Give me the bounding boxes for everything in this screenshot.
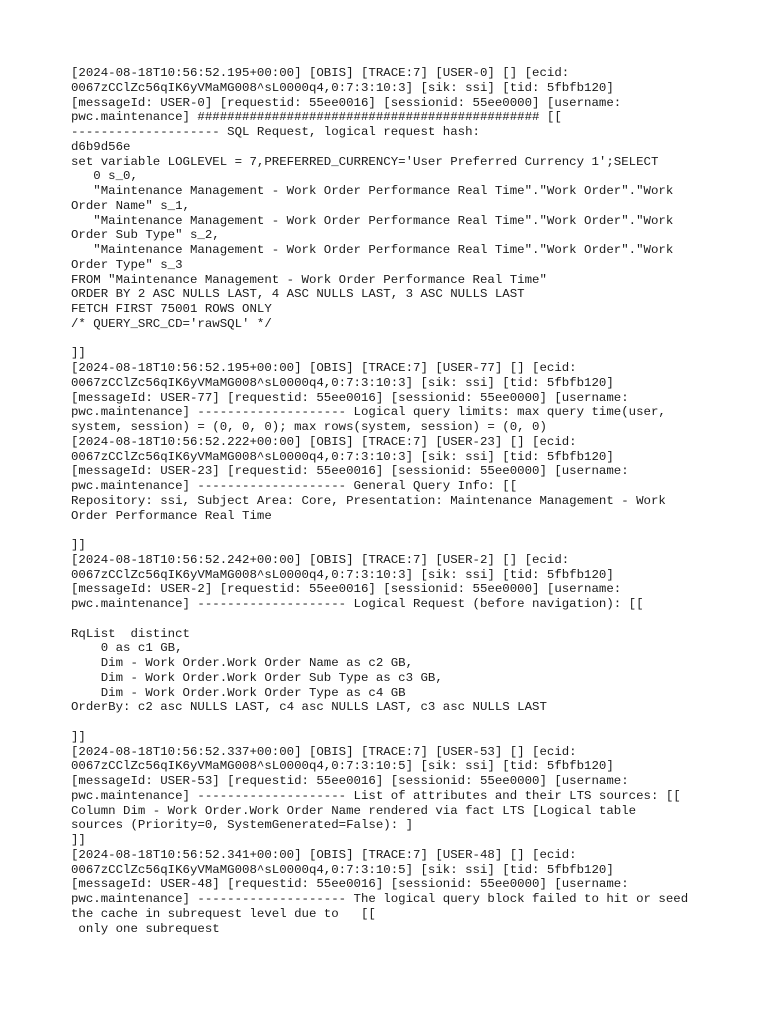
- log-line: Dim - Work Order.Work Order Name as c2 GB,: [71, 656, 414, 670]
- log-line: [71, 715, 761, 730]
- log-line: pwc.maintenance] -------------------- General Query Info: [[: [71, 479, 518, 493]
- log-line: [messageId: USER-48] [requestid: 55ee0016] [sessionid: 55ee0000] [username:: [71, 877, 629, 892]
- log-line: 0067zCClZc56qIK6yVMaMG008^sL0000q4,0:7:3:10:5] [sik: ssi] [tid: 5fbfb120]: [71, 759, 614, 774]
- log-line: -------------------- SQL Request, logical request hash:: [71, 125, 480, 139]
- log-line: [2024-08-18T10:56:52.195+00:00] [OBIS] [TRACE:7] [USER-77] [] [ecid:: [71, 361, 577, 375]
- log-line: d6b9d56e: [71, 139, 131, 154]
- log-line: [2024-08-18T10:56:52.195+00:00] [OBIS] [TRACE:7] [USER-0] [] [ecid:: [71, 66, 570, 80]
- log-line: [71, 523, 761, 538]
- log-line: RqList distinct: [71, 626, 190, 641]
- log-line: 0 as c1 GB,: [71, 641, 183, 656]
- log-line: "Maintenance Management - Work Order Performance Real Time"."Work Order"."Work: [71, 243, 674, 257]
- log-line: pwc.maintenance] -------------------- Logical query limits: max query time(user,: [71, 405, 666, 420]
- log-line: FROM "Maintenance Management - Work Order Performance Real Time": [71, 272, 547, 287]
- log-line: system, session) = (0, 0, 0); max rows(system, session) = (0, 0): [71, 420, 547, 434]
- log-line: [messageId: USER-23] [requestid: 55ee0016] [sessionid: 55ee0000] [username:: [71, 464, 629, 479]
- log-line: [messageId: USER-2] [requestid: 55ee0016] [sessionid: 55ee0000] [username:: [71, 582, 622, 597]
- log-line: [2024-08-18T10:56:52.222+00:00] [OBIS] [TRACE:7] [USER-23] [] [ecid:: [71, 434, 577, 449]
- log-line: pwc.maintenance] -------------------- The logical query block failed to hit or seed: [71, 892, 689, 906]
- log-line: [2024-08-18T10:56:52.341+00:00] [OBIS] [TRACE:7] [USER-48] [] [ecid:: [71, 847, 577, 862]
- log-line: Dim - Work Order.Work Order Type as c4 GB: [71, 685, 406, 700]
- log-line: ]]: [71, 729, 86, 744]
- log-document: [71, 66, 761, 936]
- log-line: set variable LOGLEVEL = 7,PREFERRED_CURRENCY='User Preferred Currency 1';SELECT: [71, 154, 659, 169]
- log-line: pwc.maintenance] -------------------- Logical Request (before navigation): [[: [71, 597, 644, 611]
- log-line: [messageId: USER-77] [requestid: 55ee0016] [sessionid: 55ee0000] [username:: [71, 390, 629, 405]
- log-line: only one subrequest: [71, 921, 220, 936]
- log-line: ORDER BY 2 ASC NULLS LAST, 4 ASC NULLS LAST, 3 ASC NULLS LAST: [71, 287, 525, 302]
- log-line: 0 s_0,: [71, 169, 138, 184]
- log-line: ]]: [71, 538, 86, 552]
- log-line: the cache in subrequest level due to [[: [71, 906, 376, 921]
- log-line: Order Performance Real Time: [71, 508, 272, 523]
- log-line: Order Name" s_1,: [71, 198, 190, 213]
- log-line: [messageId: USER-53] [requestid: 55ee0016] [sessionid: 55ee0000] [username:: [71, 774, 629, 788]
- log-line: [messageId: USER-0] [requestid: 55ee0016] [sessionid: 55ee0000] [username:: [71, 95, 622, 110]
- log-line: 0067zCClZc56qIK6yVMaMG008^sL0000q4,0:7:3:10:3] [sik: ssi] [tid: 5fbfb120]: [71, 80, 614, 95]
- log-line: "Maintenance Management - Work Order Performance Real Time"."Work Order"."Work: [71, 184, 674, 198]
- log-line: Repository: ssi, Subject Area: Core, Presentation: Maintenance Management - Work: [71, 493, 666, 508]
- log-line: Order Type" s_3: [71, 257, 183, 272]
- log-line: Order Sub Type" s_2,: [71, 228, 220, 243]
- log-line: [71, 332, 761, 347]
- log-line: /* QUERY_SRC_CD='rawSQL' */: [71, 316, 272, 331]
- log-line: OrderBy: c2 asc NULLS LAST, c4 asc NULLS LAST, c3 asc NULLS LAST: [71, 700, 547, 715]
- log-line: ]]: [71, 346, 86, 361]
- log-line: [2024-08-18T10:56:52.242+00:00] [OBIS] [TRACE:7] [USER-2] [] [ecid:: [71, 552, 570, 567]
- log-line: Dim - Work Order.Work Order Sub Type as c3 GB,: [71, 670, 443, 685]
- log-line: "Maintenance Management - Work Order Performance Real Time"."Work Order"."Work: [71, 213, 674, 228]
- log-line: pwc.maintenance] -------------------- List of attributes and their LTS sources: [[: [71, 788, 681, 803]
- log-line: [71, 612, 761, 627]
- log-line: pwc.maintenance] ############################################## [[: [71, 110, 562, 125]
- log-line: sources (Priority=0, SystemGenerated=False): ]: [71, 818, 414, 833]
- log-line: Column Dim - Work Order.Work Order Name rendered via fact LTS [Logical table: [71, 803, 637, 818]
- log-line: 0067zCClZc56qIK6yVMaMG008^sL0000q4,0:7:3:10:3] [sik: ssi] [tid: 5fbfb120]: [71, 375, 614, 390]
- log-line: 0067zCClZc56qIK6yVMaMG008^sL0000q4,0:7:3:10:3] [sik: ssi] [tid: 5fbfb120]: [71, 567, 614, 582]
- log-line: FETCH FIRST 75001 ROWS ONLY: [71, 302, 272, 316]
- log-line: [2024-08-18T10:56:52.337+00:00] [OBIS] [TRACE:7] [USER-53] [] [ecid:: [71, 744, 577, 759]
- log-line: 0067zCClZc56qIK6yVMaMG008^sL0000q4,0:7:3:10:3] [sik: ssi] [tid: 5fbfb120]: [71, 449, 614, 464]
- log-line: ]]: [71, 833, 86, 847]
- log-line: 0067zCClZc56qIK6yVMaMG008^sL0000q4,0:7:3:10:5] [sik: ssi] [tid: 5fbfb120]: [71, 862, 614, 877]
